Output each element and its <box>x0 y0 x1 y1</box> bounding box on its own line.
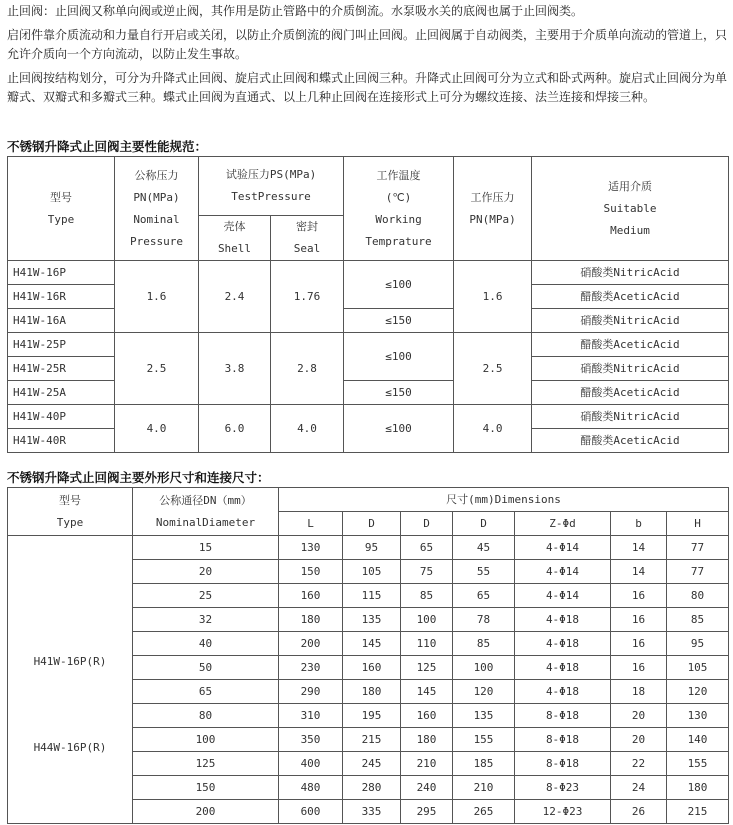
d2-cell: 45 <box>453 536 515 560</box>
model-cell: H41W-16R <box>8 285 115 309</box>
h-cell: 180 <box>667 776 729 800</box>
b-cell: 16 <box>611 584 667 608</box>
d-cell: 335 <box>343 800 401 824</box>
bolt-cell: 12-Φ23 <box>515 800 611 824</box>
d-cell: 105 <box>343 560 401 584</box>
intro-paragraph-1: 止回阀：止回阀又称单向阀或逆止阀，其作用是防止管路中的介质倒流。水泵吸水关的底阀也属于止回阀类。 <box>7 4 584 18</box>
b-cell: 24 <box>611 776 667 800</box>
bolt-cell: 4-Φ18 <box>515 656 611 680</box>
d-cell: 145 <box>343 632 401 656</box>
header-col-d1: D <box>401 512 453 536</box>
l-cell: 350 <box>279 728 343 752</box>
d1-cell: 65 <box>401 536 453 560</box>
table-row <box>8 405 729 429</box>
d-cell: 245 <box>343 752 401 776</box>
dn-cell: 40 <box>133 632 279 656</box>
d-cell: 115 <box>343 584 401 608</box>
header-col-h: H <box>667 512 729 536</box>
working-pressure-cell: 1.6 <box>454 261 532 333</box>
bolt-cell: 4-Φ18 <box>515 680 611 704</box>
b-cell: 16 <box>611 656 667 680</box>
h-cell: 120 <box>667 680 729 704</box>
model-cell: H41W-40R <box>8 429 115 453</box>
header-working-pressure: 工作压力 PN(MPa) <box>454 157 532 261</box>
d2-cell: 85 <box>453 632 515 656</box>
header-col-b: b <box>611 512 667 536</box>
l-cell: 130 <box>279 536 343 560</box>
d1-cell: 100 <box>401 608 453 632</box>
header-test-pressure: 试验压力PS(MPa) TestPressure <box>199 157 344 216</box>
b-cell: 20 <box>611 728 667 752</box>
l-cell: 600 <box>279 800 343 824</box>
model-cell: H41W-25A <box>8 381 115 405</box>
d1-cell: 240 <box>401 776 453 800</box>
d1-cell: 180 <box>401 728 453 752</box>
h-cell: 155 <box>667 752 729 776</box>
d2-cell: 65 <box>453 584 515 608</box>
d1-cell: 160 <box>401 704 453 728</box>
table-row <box>8 536 729 560</box>
temperature-cell: ≤100 <box>344 261 454 309</box>
d1-cell: 295 <box>401 800 453 824</box>
b-cell: 22 <box>611 752 667 776</box>
bolt-cell: 4-Φ18 <box>515 632 611 656</box>
medium-cell: 醋酸类AceticAcid <box>532 429 729 453</box>
header-suitable-medium: 适用介质 Suitable Medium <box>532 157 729 261</box>
temperature-cell: ≤150 <box>344 381 454 405</box>
b-cell: 16 <box>611 608 667 632</box>
model-cell: H41W-16A <box>8 309 115 333</box>
l-cell: 480 <box>279 776 343 800</box>
header-col-l: L <box>279 512 343 536</box>
temperature-cell: ≤150 <box>344 309 454 333</box>
l-cell: 230 <box>279 656 343 680</box>
medium-cell: 硝酸类NitricAcid <box>532 261 729 285</box>
dimensions-heading: 不锈钢升降式止回阀主要外形尺寸和连接尺寸： <box>7 470 270 485</box>
h-cell: 77 <box>667 560 729 584</box>
b-cell: 20 <box>611 704 667 728</box>
h-cell: 80 <box>667 584 729 608</box>
d2-cell: 78 <box>453 608 515 632</box>
l-cell: 180 <box>279 608 343 632</box>
medium-cell: 硝酸类NitricAcid <box>532 309 729 333</box>
dn-cell: 100 <box>133 728 279 752</box>
model-cell <box>8 536 133 824</box>
dn-cell: 65 <box>133 680 279 704</box>
bolt-cell: 4-Φ18 <box>515 608 611 632</box>
d1-cell: 145 <box>401 680 453 704</box>
b-cell: 14 <box>611 536 667 560</box>
performance-table <box>7 156 729 453</box>
seal-pressure-cell: 1.76 <box>271 261 344 333</box>
h-cell: 85 <box>667 608 729 632</box>
dn-cell: 50 <box>133 656 279 680</box>
d1-cell: 85 <box>401 584 453 608</box>
dimensions-table <box>7 487 729 824</box>
bolt-cell: 8-Φ23 <box>515 776 611 800</box>
d-cell: 280 <box>343 776 401 800</box>
bolt-cell: 4-Φ14 <box>515 536 611 560</box>
header-shell: 壳体 Shell <box>199 216 271 261</box>
h-cell: 130 <box>667 704 729 728</box>
l-cell: 290 <box>279 680 343 704</box>
medium-cell: 硝酸类NitricAcid <box>532 357 729 381</box>
working-pressure-cell: 4.0 <box>454 405 532 453</box>
d-cell: 160 <box>343 656 401 680</box>
b-cell: 14 <box>611 560 667 584</box>
nominal-pressure-cell: 2.5 <box>115 333 199 405</box>
d2-cell: 185 <box>453 752 515 776</box>
d-cell: 180 <box>343 680 401 704</box>
table-row <box>8 261 729 285</box>
medium-cell: 醋酸类AceticAcid <box>532 285 729 309</box>
l-cell: 400 <box>279 752 343 776</box>
d2-cell: 265 <box>453 800 515 824</box>
shell-pressure-cell: 3.8 <box>199 333 271 405</box>
model-cell: H41W-25R <box>8 357 115 381</box>
d2-cell: 135 <box>453 704 515 728</box>
l-cell: 200 <box>279 632 343 656</box>
header-nominal-pressure: 公称压力 PN(MPa) Nominal Pressure <box>115 157 199 261</box>
intro-paragraph-2: 启闭件靠介质流动和力量自行开启或关闭，以防止介质倒流的阀门叫止回阀。止回阀属于自动阀类，主要用于介质单向流动的管道上，只允许介质向一个方向流动，以防止发生事故。 <box>7 28 728 61</box>
nominal-pressure-cell: 4.0 <box>115 405 199 453</box>
model-cell: H41W-25P <box>8 333 115 357</box>
h-cell: 105 <box>667 656 729 680</box>
medium-cell: 醋酸类AceticAcid <box>532 381 729 405</box>
d1-cell: 110 <box>401 632 453 656</box>
h-cell: 95 <box>667 632 729 656</box>
header-working-temperature: 工作温度 (℃) Working Temprature <box>344 157 454 261</box>
working-pressure-cell: 2.5 <box>454 333 532 405</box>
shell-pressure-cell: 6.0 <box>199 405 271 453</box>
header-nominal-diameter: 公称通径DN（mm） NominalDiameter <box>133 488 279 536</box>
l-cell: 310 <box>279 704 343 728</box>
model-cell: H41W-40P <box>8 405 115 429</box>
d-cell: 95 <box>343 536 401 560</box>
dn-cell: 200 <box>133 800 279 824</box>
model-label-2: H44W-16P(R) <box>33 741 107 754</box>
shell-pressure-cell: 2.4 <box>199 261 271 333</box>
h-cell: 215 <box>667 800 729 824</box>
d1-cell: 125 <box>401 656 453 680</box>
d-cell: 135 <box>343 608 401 632</box>
dn-cell: 20 <box>133 560 279 584</box>
d2-cell: 155 <box>453 728 515 752</box>
d2-cell: 100 <box>453 656 515 680</box>
model-cell: H41W-16P <box>8 261 115 285</box>
header-col-d: D <box>343 512 401 536</box>
medium-cell: 醋酸类AceticAcid <box>532 333 729 357</box>
dn-cell: 25 <box>133 584 279 608</box>
dn-cell: 80 <box>133 704 279 728</box>
header-col-z-phi-d: Z-Φd <box>515 512 611 536</box>
intro-paragraph-3: 止回阀按结构划分，可分为升降式止回阀、旋启式止回阀和蝶式止回阀三种。升降式止回阀可分为立式和卧式两种。旋启式止回阀分为单瓣式、双瓣式和多瓣式三种。蝶式止回阀为直通式、以上几种止回阀在连接形式上可分为螺纹连接、法兰连接和焊接三种。 <box>7 71 728 104</box>
temperature-cell: ≤100 <box>344 405 454 453</box>
header-col-d2: D <box>453 512 515 536</box>
temperature-cell: ≤100 <box>344 333 454 381</box>
l-cell: 160 <box>279 584 343 608</box>
dn-cell: 125 <box>133 752 279 776</box>
d2-cell: 120 <box>453 680 515 704</box>
d2-cell: 210 <box>453 776 515 800</box>
d1-cell: 75 <box>401 560 453 584</box>
performance-heading: 不锈钢升降式止回阀主要性能规范： <box>7 139 208 154</box>
b-cell: 26 <box>611 800 667 824</box>
dn-cell: 32 <box>133 608 279 632</box>
model-label-1: H41W-16P(R) <box>33 655 107 668</box>
medium-cell: 硝酸类NitricAcid <box>532 405 729 429</box>
d1-cell: 210 <box>401 752 453 776</box>
d-cell: 215 <box>343 728 401 752</box>
table-row <box>8 333 729 357</box>
header-model: 型号 Type <box>8 157 115 261</box>
seal-pressure-cell: 4.0 <box>271 405 344 453</box>
h-cell: 77 <box>667 536 729 560</box>
header-dimensions: 尺寸(mm)Dimensions <box>279 488 729 512</box>
bolt-cell: 8-Φ18 <box>515 704 611 728</box>
bolt-cell: 4-Φ14 <box>515 560 611 584</box>
dn-cell: 15 <box>133 536 279 560</box>
b-cell: 16 <box>611 632 667 656</box>
bolt-cell: 8-Φ18 <box>515 752 611 776</box>
bolt-cell: 8-Φ18 <box>515 728 611 752</box>
header-seal: 密封 Seal <box>271 216 344 261</box>
d2-cell: 55 <box>453 560 515 584</box>
b-cell: 18 <box>611 680 667 704</box>
dn-cell: 150 <box>133 776 279 800</box>
nominal-pressure-cell: 1.6 <box>115 261 199 333</box>
h-cell: 140 <box>667 728 729 752</box>
header-model: 型号 Type <box>8 488 133 536</box>
l-cell: 150 <box>279 560 343 584</box>
seal-pressure-cell: 2.8 <box>271 333 344 405</box>
bolt-cell: 4-Φ14 <box>515 584 611 608</box>
d-cell: 195 <box>343 704 401 728</box>
